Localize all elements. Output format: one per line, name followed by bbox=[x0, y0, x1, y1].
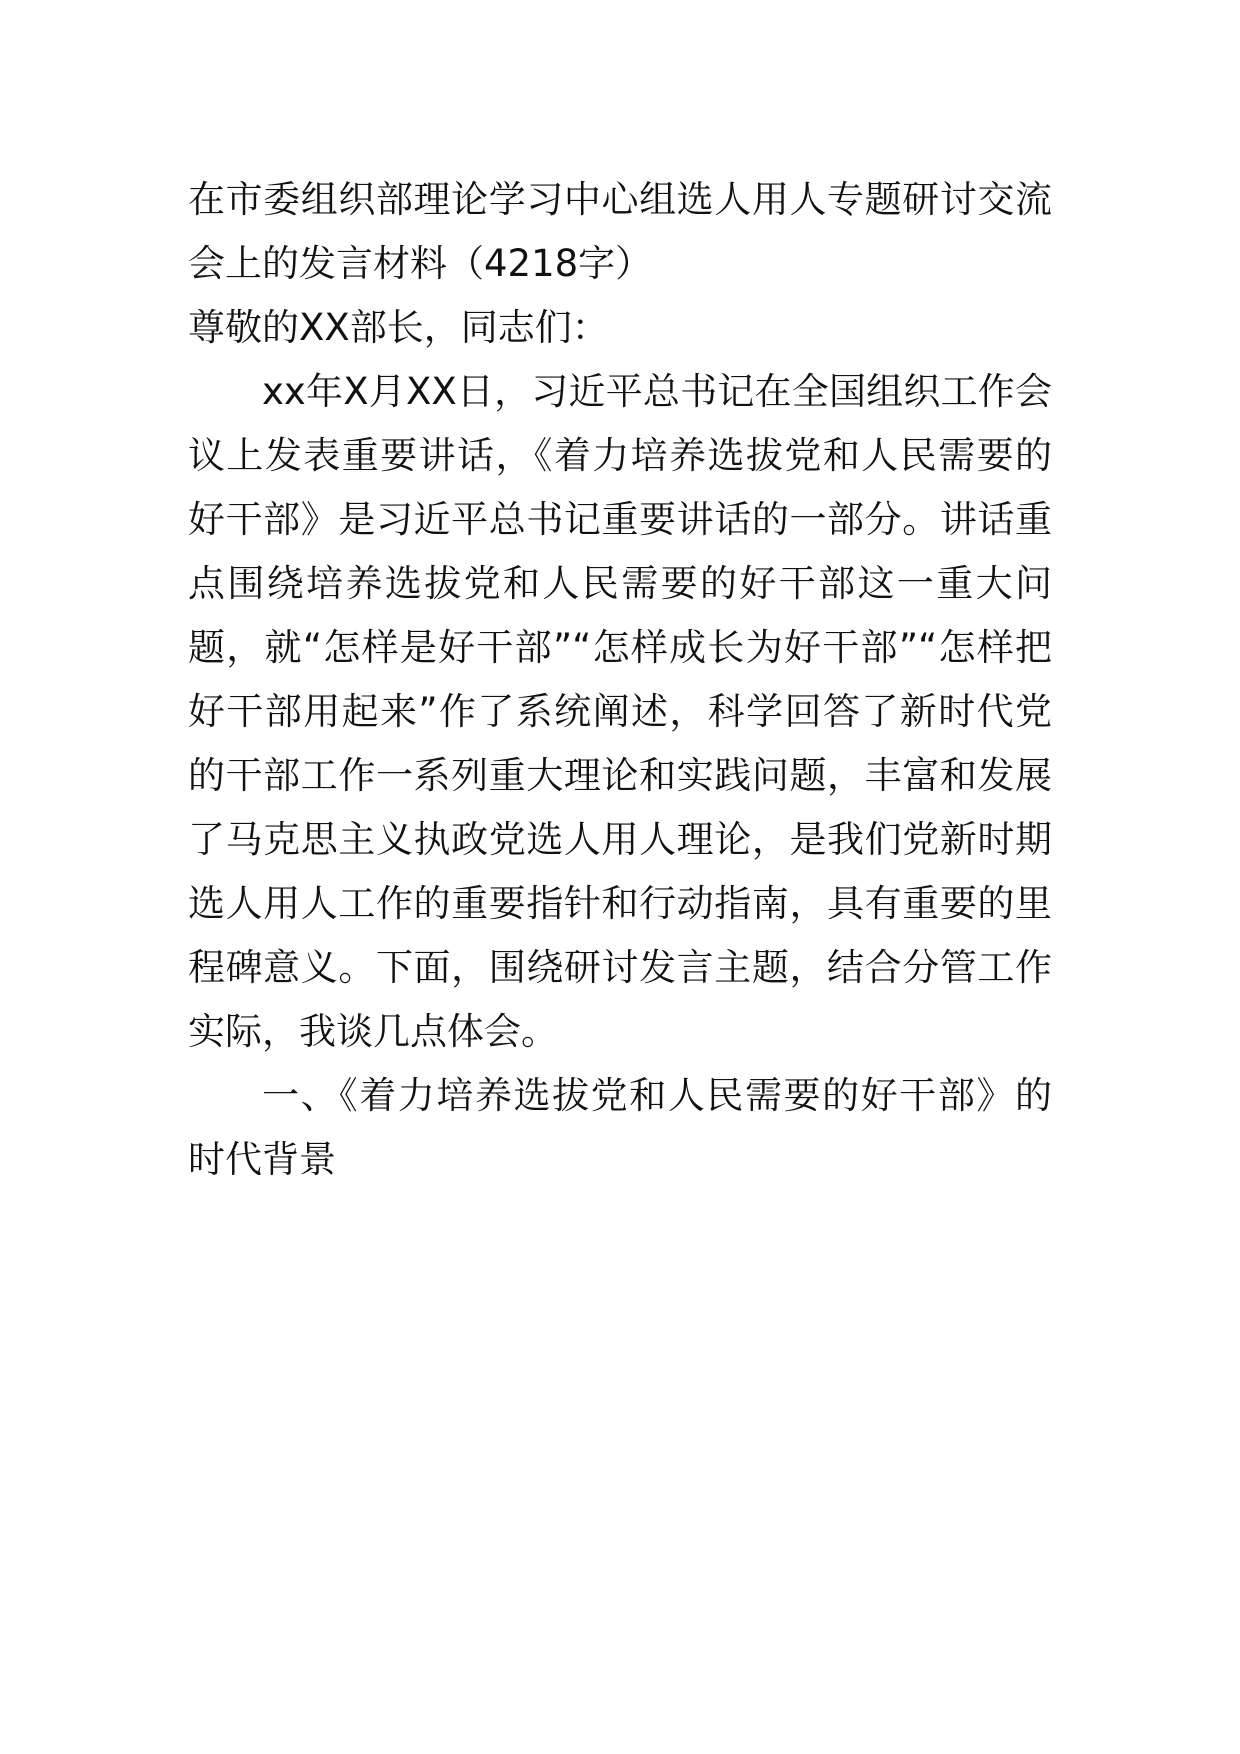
section-heading: 一、《着力培养选拔党和人民需要的好干部》的时代背景 bbox=[188, 1074, 1052, 1181]
document-body bbox=[188, 168, 1052, 1192]
salutation: 尊敬的XX部长，同志们： bbox=[188, 306, 609, 349]
body-paragraph: xx年X月XX日，习近平总书记在全国组织工作会议上发表重要讲话，《着力培养选拔党和人民需要的好干部》是习近平总书记重要讲话的一部分。讲话重点围绕培养选拔党和人民需要的好干部这一重大问题，就“怎样是好干部”“怎样成长为好干部”“怎样把好干部用起来”作了系统阐述，科学回答了新时代党的干部工作一系列重大理论和实践问题，丰富和发展了马克思主义执政党选人用人理论，是我们党新时期选人用人工作的重要指针和行动指南，具有重要的里程碑意义。下面，围绕研讨发言主题，结合分管工作实际，我谈几点体会。 bbox=[188, 370, 1052, 1053]
document-title: 在市委组织部理论学习中心组选人用人专题研讨交流会上的发言材料（4218字） bbox=[188, 178, 1052, 285]
